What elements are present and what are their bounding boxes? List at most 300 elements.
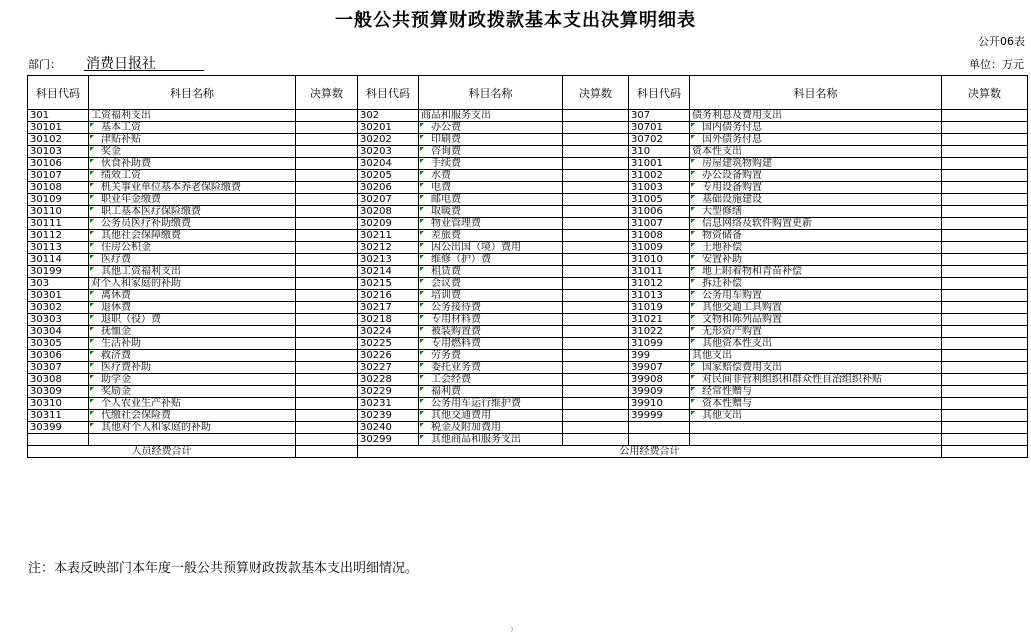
subject-code-cell: 31003 [629, 182, 690, 194]
subject-name-cell: 其他交通工具购置 [690, 302, 942, 314]
table-row [28, 410, 1028, 422]
subject-code-cell: 30229 [358, 386, 419, 398]
table-row [28, 230, 1028, 242]
amount-cell [296, 302, 358, 314]
table-row [28, 386, 1028, 398]
subject-name-cell: 土地补偿 [690, 242, 942, 254]
amount-cell [942, 398, 1028, 410]
subject-code-cell: 31008 [629, 230, 690, 242]
subject-name-cell: 对个人和家庭的补助 [89, 278, 296, 290]
subject-code-cell: 30109 [28, 194, 89, 206]
amount-cell [296, 146, 358, 158]
subject-code-cell: 30212 [358, 242, 419, 254]
amount-cell [942, 122, 1028, 134]
amount-cell [296, 422, 358, 434]
amount-cell [296, 254, 358, 266]
amount-cell [563, 302, 629, 314]
subject-code-cell: 303 [28, 278, 89, 290]
subject-name-cell: 机关事业单位基本养老保险缴费 [89, 182, 296, 194]
subject-code-cell: 30216 [358, 290, 419, 302]
table-row [28, 278, 1028, 290]
amount-cell [942, 266, 1028, 278]
amount-cell [563, 266, 629, 278]
public-total-value [942, 446, 1028, 458]
table-header-row [28, 76, 1028, 110]
subject-name-cell: 专用设备购置 [690, 182, 942, 194]
subject-name-cell: 国家赔偿费用支出 [690, 362, 942, 374]
subject-code-cell: 30225 [358, 338, 419, 350]
amount-cell [563, 146, 629, 158]
table-row [28, 434, 1028, 446]
amount-cell [942, 290, 1028, 302]
amount-cell [563, 386, 629, 398]
table-row [28, 242, 1028, 254]
subject-name-cell: 租赁费 [419, 266, 563, 278]
subject-code-cell [28, 434, 89, 446]
subject-name-cell: 工资福利支出 [89, 110, 296, 122]
subject-name-cell: 公务用车购置 [690, 290, 942, 302]
header-code-3: 科目代码 [629, 76, 690, 110]
table-body [28, 110, 1028, 446]
subject-name-cell: 基础设施建设 [690, 194, 942, 206]
subject-code-cell: 31002 [629, 170, 690, 182]
amount-cell [942, 410, 1028, 422]
page-number: 7 [510, 627, 514, 634]
subject-code-cell: 30301 [28, 290, 89, 302]
subject-name-cell: 专用材料费 [419, 314, 563, 326]
subject-name-cell: 邮电费 [419, 194, 563, 206]
amount-cell [296, 218, 358, 230]
subject-code-cell: 30303 [28, 314, 89, 326]
subject-name-cell: 委托业务费 [419, 362, 563, 374]
table-row [28, 266, 1028, 278]
subject-name-cell: 地上附着物和青苗补偿 [690, 266, 942, 278]
subject-code-cell: 30107 [28, 170, 89, 182]
table-row [28, 218, 1028, 230]
expenditure-table [27, 75, 1028, 458]
amount-cell [942, 218, 1028, 230]
subject-code-cell: 302 [358, 110, 419, 122]
subject-code-cell: 31001 [629, 158, 690, 170]
subject-name-cell: 差旅费 [419, 230, 563, 242]
amount-cell [296, 230, 358, 242]
subject-name-cell: 退休费 [89, 302, 296, 314]
amount-cell [296, 194, 358, 206]
amount-cell [563, 422, 629, 434]
subject-name-cell: 物资储备 [690, 230, 942, 242]
amount-cell [563, 338, 629, 350]
subject-code-cell: 30299 [358, 434, 419, 446]
subject-name-cell: 专用燃料费 [419, 338, 563, 350]
subject-name-cell: 国内债务付息 [690, 122, 942, 134]
amount-cell [296, 122, 358, 134]
subject-code-cell: 30111 [28, 218, 89, 230]
subject-name-cell: 会议费 [419, 278, 563, 290]
subject-name-cell [690, 434, 942, 446]
subject-name-cell: 其他工资福利支出 [89, 266, 296, 278]
amount-cell [942, 326, 1028, 338]
dept-label: 部门： [28, 58, 61, 71]
amount-cell [563, 158, 629, 170]
amount-cell [563, 410, 629, 422]
subject-code-cell: 30218 [358, 314, 419, 326]
subject-code-cell: 30302 [28, 302, 89, 314]
dept-name: 消费日报社 [86, 56, 156, 72]
subject-code-cell: 31019 [629, 302, 690, 314]
table-row [28, 170, 1028, 182]
amount-cell [563, 218, 629, 230]
amount-cell [942, 230, 1028, 242]
amount-cell [942, 302, 1028, 314]
table-row [28, 326, 1028, 338]
subject-code-cell: 30311 [28, 410, 89, 422]
subject-code-cell: 30227 [358, 362, 419, 374]
subject-name-cell: 对民间非营利组织和群众性自治组织补贴 [690, 374, 942, 386]
amount-cell [296, 134, 358, 146]
header-name-3: 科目名称 [690, 76, 942, 110]
subject-name-cell: 税金及附加费用 [419, 422, 563, 434]
amount-cell [563, 314, 629, 326]
amount-cell [942, 362, 1028, 374]
subject-code-cell: 30209 [358, 218, 419, 230]
table-row [28, 362, 1028, 374]
subject-name-cell: 其他交通费用 [419, 410, 563, 422]
subject-name-cell: 其他支出 [690, 350, 942, 362]
subject-code-cell: 30217 [358, 302, 419, 314]
subject-name-cell: 抚恤金 [89, 326, 296, 338]
subject-code-cell: 30207 [358, 194, 419, 206]
subject-name-cell: 助学金 [89, 374, 296, 386]
subject-code-cell: 30213 [358, 254, 419, 266]
amount-cell [563, 206, 629, 218]
subject-code-cell: 30308 [28, 374, 89, 386]
subject-name-cell: 印刷费 [419, 134, 563, 146]
subject-code-cell: 31012 [629, 278, 690, 290]
table-row [28, 206, 1028, 218]
subject-code-cell: 31009 [629, 242, 690, 254]
amount-cell [296, 350, 358, 362]
amount-cell [563, 374, 629, 386]
subject-name-cell: 资本性支出 [690, 146, 942, 158]
subject-name-cell: 因公出国（境）费用 [419, 242, 563, 254]
subject-name-cell: 手续费 [419, 158, 563, 170]
subject-name-cell: 其他社会保障缴费 [89, 230, 296, 242]
header-amount-2: 决算数 [563, 76, 629, 110]
dept-underline [84, 70, 204, 71]
subject-name-cell: 信息网络及软件购置更新 [690, 218, 942, 230]
personnel-total-label: 人员经费合计 [28, 446, 296, 458]
subject-name-cell: 大型修缮 [690, 206, 942, 218]
table-note: 注：本表反映部门本年度一般公共预算财政拨款基本支出明细情况。 [28, 561, 419, 576]
subject-name-cell: 办公设备购置 [690, 170, 942, 182]
amount-cell [563, 434, 629, 446]
amount-cell [942, 146, 1028, 158]
subject-code-cell: 30239 [358, 410, 419, 422]
form-code: 公开06表 [978, 35, 1025, 48]
header-amount-1: 决算数 [296, 76, 358, 110]
subject-code-cell: 30702 [629, 134, 690, 146]
subject-code-cell: 39910 [629, 398, 690, 410]
amount-cell [296, 398, 358, 410]
amount-cell [296, 182, 358, 194]
amount-cell [563, 278, 629, 290]
subject-name-cell: 债务利息及费用支出 [690, 110, 942, 122]
subject-code-cell: 30701 [629, 122, 690, 134]
subject-code-cell: 30240 [358, 422, 419, 434]
subject-name-cell: 公务员医疗补助缴费 [89, 218, 296, 230]
subject-code-cell: 30199 [28, 266, 89, 278]
subject-code-cell: 31010 [629, 254, 690, 266]
subject-code-cell: 310 [629, 146, 690, 158]
amount-cell [942, 242, 1028, 254]
subject-name-cell: 退职（役）费 [89, 314, 296, 326]
subject-code-cell: 30110 [28, 206, 89, 218]
subject-code-cell: 30114 [28, 254, 89, 266]
subject-code-cell [629, 422, 690, 434]
subject-code-cell: 30231 [358, 398, 419, 410]
table-row [28, 194, 1028, 206]
amount-cell [942, 110, 1028, 122]
amount-cell [942, 374, 1028, 386]
subject-name-cell: 津贴补贴 [89, 134, 296, 146]
amount-cell [942, 350, 1028, 362]
subject-code-cell: 31005 [629, 194, 690, 206]
subject-name-cell: 公务接待费 [419, 302, 563, 314]
subject-name-cell: 工会经费 [419, 374, 563, 386]
amount-cell [942, 338, 1028, 350]
subject-code-cell: 30102 [28, 134, 89, 146]
subject-code-cell: 30304 [28, 326, 89, 338]
subject-name-cell: 伙食补助费 [89, 158, 296, 170]
subject-name-cell: 取暖费 [419, 206, 563, 218]
subject-name-cell: 其他商品和服务支出 [419, 434, 563, 446]
public-total-label: 公用经费合计 [358, 446, 942, 458]
subject-name-cell: 拆迁补偿 [690, 278, 942, 290]
table-row [28, 302, 1028, 314]
table-row [28, 146, 1028, 158]
amount-cell [563, 110, 629, 122]
subject-code-cell: 31011 [629, 266, 690, 278]
subject-code-cell: 31021 [629, 314, 690, 326]
amount-cell [942, 158, 1028, 170]
table-row [28, 350, 1028, 362]
subject-code-cell: 30112 [28, 230, 89, 242]
amount-cell [942, 182, 1028, 194]
subject-name-cell: 被装购置费 [419, 326, 563, 338]
amount-cell [563, 170, 629, 182]
amount-cell [296, 374, 358, 386]
amount-cell [296, 362, 358, 374]
amount-cell [942, 206, 1028, 218]
header-name-2: 科目名称 [419, 76, 563, 110]
subject-code-cell: 39908 [629, 374, 690, 386]
amount-cell [942, 278, 1028, 290]
subject-name-cell: 个人农业生产补贴 [89, 398, 296, 410]
subject-name-cell: 奖励金 [89, 386, 296, 398]
subject-code-cell: 30399 [28, 422, 89, 434]
subject-code-cell: 31022 [629, 326, 690, 338]
amount-cell [942, 170, 1028, 182]
subject-name-cell: 无形资产购置 [690, 326, 942, 338]
subject-name-cell: 资本性赠与 [690, 398, 942, 410]
subject-name-cell: 维修（护）费 [419, 254, 563, 266]
table-row [28, 158, 1028, 170]
subject-name-cell: 培训费 [419, 290, 563, 302]
subject-code-cell [629, 434, 690, 446]
amount-cell [296, 266, 358, 278]
subject-name-cell: 医疗费 [89, 254, 296, 266]
subject-name-cell: 经常性赠与 [690, 386, 942, 398]
amount-cell [563, 242, 629, 254]
subject-code-cell: 30203 [358, 146, 419, 158]
subject-name-cell: 劳务费 [419, 350, 563, 362]
subject-name-cell: 房屋建筑物购建 [690, 158, 942, 170]
amount-cell [296, 290, 358, 302]
subject-code-cell: 30309 [28, 386, 89, 398]
subject-code-cell: 30208 [358, 206, 419, 218]
amount-cell [296, 278, 358, 290]
table-row [28, 398, 1028, 410]
amount-cell [296, 326, 358, 338]
subject-code-cell: 39909 [629, 386, 690, 398]
subject-code-cell: 30310 [28, 398, 89, 410]
amount-cell [296, 338, 358, 350]
amount-cell [296, 158, 358, 170]
subject-code-cell: 31013 [629, 290, 690, 302]
amount-cell [942, 254, 1028, 266]
subject-name-cell [89, 434, 296, 446]
table-row [28, 110, 1028, 122]
header-code-1: 科目代码 [28, 76, 89, 110]
subject-code-cell: 30224 [358, 326, 419, 338]
subject-name-cell: 其他支出 [690, 410, 942, 422]
subject-name-cell: 商品和服务支出 [419, 110, 563, 122]
subject-code-cell: 30228 [358, 374, 419, 386]
subject-name-cell: 奖金 [89, 146, 296, 158]
amount-cell [942, 134, 1028, 146]
amount-cell [563, 254, 629, 266]
subject-code-cell: 30305 [28, 338, 89, 350]
amount-cell [563, 230, 629, 242]
table-row [28, 374, 1028, 386]
amount-cell [296, 242, 358, 254]
table-row [28, 134, 1028, 146]
subject-code-cell: 30306 [28, 350, 89, 362]
table-row [28, 254, 1028, 266]
subject-code-cell: 30108 [28, 182, 89, 194]
subject-name-cell: 其他对个人和家庭的补助 [89, 422, 296, 434]
subject-code-cell: 30103 [28, 146, 89, 158]
subject-name-cell: 代缴社会保险费 [89, 410, 296, 422]
subject-code-cell: 30106 [28, 158, 89, 170]
subject-name-cell: 救济费 [89, 350, 296, 362]
amount-cell [563, 398, 629, 410]
table-row [28, 182, 1028, 194]
subject-name-cell: 职业年金缴费 [89, 194, 296, 206]
amount-cell [942, 314, 1028, 326]
subject-code-cell: 30206 [358, 182, 419, 194]
amount-cell [296, 110, 358, 122]
subject-code-cell: 30202 [358, 134, 419, 146]
amount-cell [942, 422, 1028, 434]
header-amount-3: 决算数 [942, 76, 1028, 110]
subject-code-cell: 39999 [629, 410, 690, 422]
amount-cell [296, 170, 358, 182]
amount-cell [942, 194, 1028, 206]
subject-name-cell: 基本工资 [89, 122, 296, 134]
amount-cell [296, 314, 358, 326]
subject-code-cell: 31006 [629, 206, 690, 218]
amount-cell [296, 206, 358, 218]
unit-label: 单位：万元 [969, 58, 1024, 71]
amount-cell [296, 434, 358, 446]
subject-name-cell: 生活补助 [89, 338, 296, 350]
subject-code-cell: 30214 [358, 266, 419, 278]
amount-cell [563, 194, 629, 206]
amount-cell [942, 434, 1028, 446]
subject-name-cell: 国外债务付息 [690, 134, 942, 146]
subject-name-cell: 物业管理费 [419, 218, 563, 230]
amount-cell [942, 386, 1028, 398]
subject-name-cell: 水费 [419, 170, 563, 182]
subject-code-cell: 399 [629, 350, 690, 362]
subject-name-cell: 医疗费补助 [89, 362, 296, 374]
page-title: 一般公共预算财政拨款基本支出决算明细表 [335, 10, 696, 31]
subject-code-cell: 30215 [358, 278, 419, 290]
subject-code-cell: 30205 [358, 170, 419, 182]
personnel-total-value [296, 446, 358, 458]
amount-cell [563, 182, 629, 194]
subject-name-cell: 福利费 [419, 386, 563, 398]
subject-name-cell: 绩效工资 [89, 170, 296, 182]
amount-cell [296, 410, 358, 422]
subject-name-cell [690, 422, 942, 434]
header-name-1: 科目名称 [89, 76, 296, 110]
subject-name-cell: 咨询费 [419, 146, 563, 158]
subject-name-cell: 公务用车运行维护费 [419, 398, 563, 410]
subject-name-cell: 其他资本性支出 [690, 338, 942, 350]
subject-code-cell: 301 [28, 110, 89, 122]
subject-code-cell: 30204 [358, 158, 419, 170]
amount-cell [563, 134, 629, 146]
subject-name-cell: 文物和陈列品购置 [690, 314, 942, 326]
subject-code-cell: 307 [629, 110, 690, 122]
dept-row [28, 53, 1028, 73]
subject-code-cell: 30307 [28, 362, 89, 374]
subject-name-cell: 电费 [419, 182, 563, 194]
subject-name-cell: 安置补助 [690, 254, 942, 266]
amount-cell [563, 122, 629, 134]
amount-cell [563, 362, 629, 374]
subject-code-cell: 39907 [629, 362, 690, 374]
subject-name-cell: 办公费 [419, 122, 563, 134]
table-row [28, 314, 1028, 326]
amount-cell [563, 326, 629, 338]
subject-code-cell: 30201 [358, 122, 419, 134]
subject-code-cell: 30113 [28, 242, 89, 254]
totals-row [28, 446, 1028, 458]
subject-name-cell: 离休费 [89, 290, 296, 302]
subject-code-cell: 30101 [28, 122, 89, 134]
subject-code-cell: 31007 [629, 218, 690, 230]
subject-name-cell: 住房公积金 [89, 242, 296, 254]
amount-cell [296, 386, 358, 398]
amount-cell [563, 350, 629, 362]
subject-code-cell: 31099 [629, 338, 690, 350]
subject-name-cell: 职工基本医疗保险缴费 [89, 206, 296, 218]
table-row [28, 338, 1028, 350]
amount-cell [563, 290, 629, 302]
